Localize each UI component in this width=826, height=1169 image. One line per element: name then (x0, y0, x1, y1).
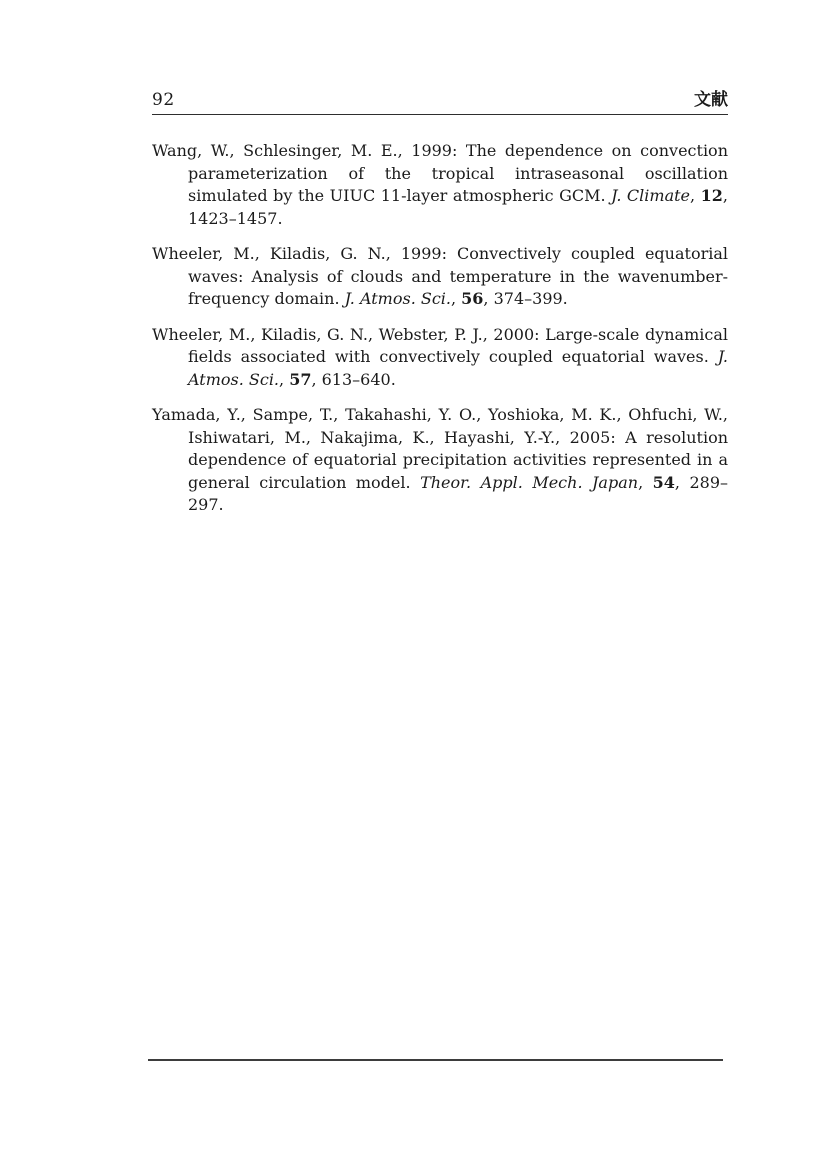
references-list (152, 140, 728, 530)
reference-page-range: , 374–399. (483, 289, 568, 308)
reference-entry (152, 243, 728, 311)
reference-journal-name: J. Climate (611, 186, 691, 205)
reference-text-segment: , (279, 369, 290, 389)
reference-entry (152, 140, 729, 230)
reference-page-range: , 289–297. (188, 472, 729, 514)
reference-text-segment: , (450, 289, 462, 308)
reference-entry (152, 404, 729, 517)
reference-journal-name: J. Atmos. Sci. (188, 347, 728, 389)
reference-text-segment: , (638, 472, 653, 492)
footer-rule (148, 1059, 723, 1061)
reference-text-segment: Wang, W., Schlesinger, M. E., 1999: The dependence on convection parameterization of the tropical intraseasonal oscillation simulated by the UIUC 11-layer atmospheric GCM. (152, 141, 728, 205)
reference-text-segment: Wheeler, M., Kiladis, G. N., Webster, P. J., 2000: Large-scale dynamical fields associated with convectively coupled equatorial waves. (152, 324, 728, 366)
reference-volume-number: 12 (700, 186, 723, 205)
reference-text-segment: Yamada, Y., Sampe, T., Takahashi, Y. O., Yoshioka, M. K., Ohfuchi, W., Ishiwatari, M., Nakajima, K., Hayashi, Y.-Y., 2005: A resolution dependence of equatorial precipitation activities represented in a general circulation model. (152, 405, 728, 492)
reference-page-range: , 1423–1457. (188, 186, 729, 228)
reference-volume-number: 57 (289, 369, 312, 389)
page-number: 92 (152, 90, 175, 110)
reference-text-segment: Wheeler, M., Kiladis, G. N., 1999: Convectively coupled equatorial waves: Analysis of clouds and temperature in the wavenumber-frequency domain. (152, 244, 728, 308)
reference-journal-name: J. Atmos. Sci. (344, 289, 451, 308)
reference-journal-name: Theor. Appl. Mech. Japan (420, 472, 639, 492)
page-header (152, 85, 728, 115)
reference-entry (152, 324, 728, 392)
reference-volume-number: 56 (461, 289, 484, 308)
reference-page-range: , 613–640. (311, 369, 396, 389)
header-section-title: 文献 (694, 90, 728, 110)
reference-volume-number: 54 (652, 472, 675, 492)
reference-text-segment: , (690, 186, 701, 205)
